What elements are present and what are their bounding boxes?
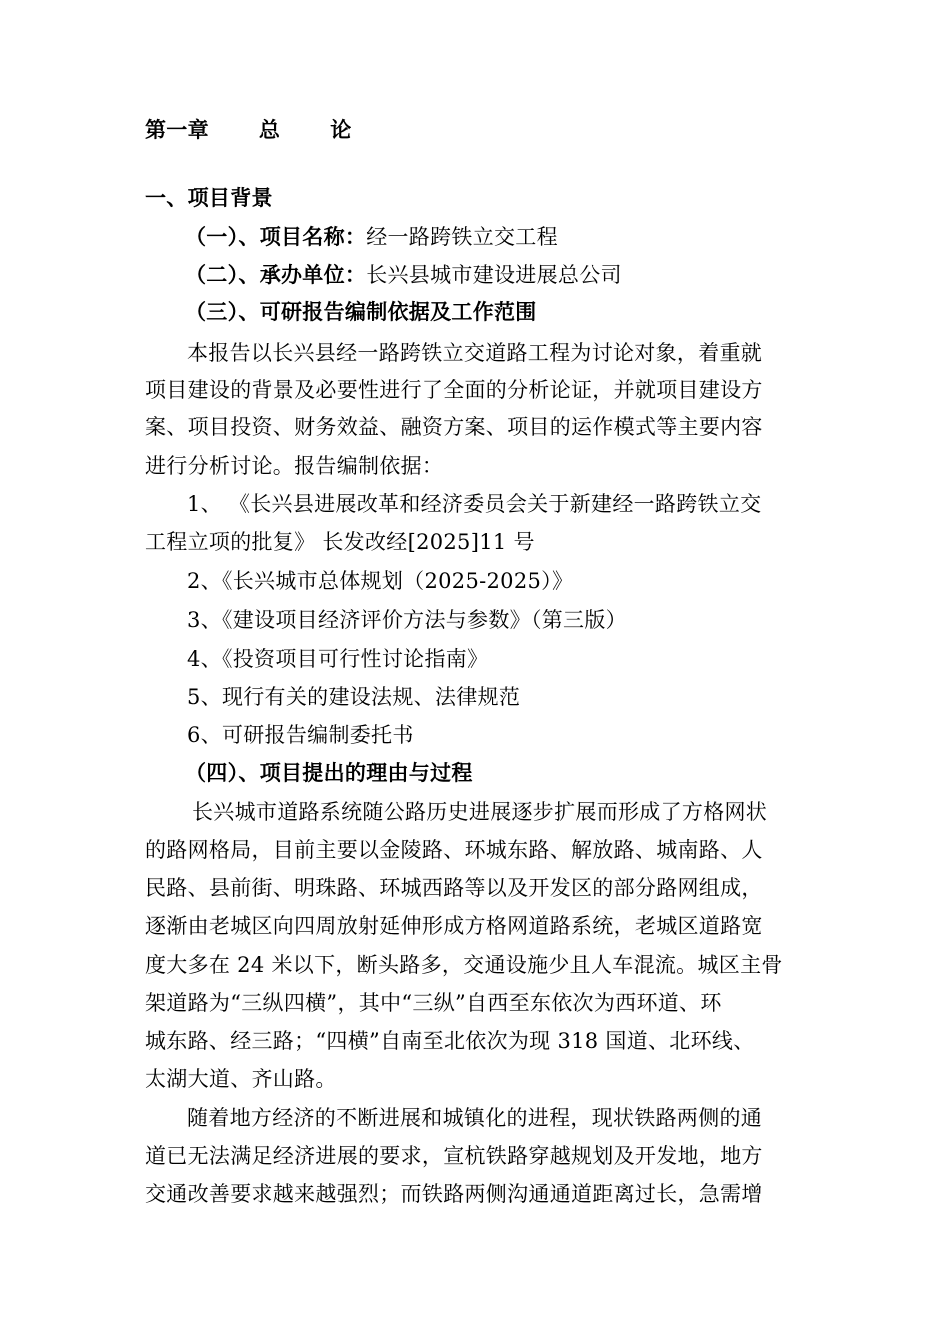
para1-line-7: 城东路、经三路；“四横”自南至北依次为现 318 国道、北环线、 [145,1029,755,1053]
organizer-value: 长兴县城市建设进展总公司 [366,263,622,287]
para2-line-1: 随着地方经济的不断进展和城镇化的进程，现状铁路两侧的通 [187,1106,763,1130]
basis-item-1-cont: 工程立项的批复》 长发改经[2025]11 号 [145,530,535,554]
para1-line-4: 逐渐由老城区向四周放射延伸形成方格网道路系统，老城区道路宽 [145,914,763,938]
para1-line-1: 长兴城市道路系统随公路历史进展逐步扩展而形成了方格网状 [192,800,768,824]
para2-line-2: 道已无法满足经济进展的要求，宣杭铁路穿越规划及开发地，地方 [145,1144,763,1168]
chapter-title [145,117,352,143]
project-name-label: （一）、项目名称： [185,224,367,249]
para1-line-2: 的路网格局，目前主要以金陵路、环城东路、解放路、城南路、人 [145,838,763,862]
intro-line-2: 项目建设的背景及必要性进行了全面的分析论证，并就项目建设方 [145,378,763,402]
basis-item-4: 4、《投资项目可行性讨论指南》 [187,647,489,671]
para1-line-3: 民路、县前街、明珠路、环城西路等以及开发区的部分路网组成， [145,876,763,900]
para1-line-6: 架道路为“三纵四横”，其中“三纵”自西至东依次为西环道、环 [145,991,722,1015]
organizer-label: （二）、承办单位： [185,262,367,287]
section-heading: 一、项目背景 [145,185,273,210]
para1-line-5: 度大多在 24 米以下，断头路多，交通设施少且人车混流。城区主骨 [145,953,783,977]
project-name-value: 经一路跨铁立交工程 [366,225,558,249]
intro-line-3: 案、项目投资、财务效益、融资方案、项目的运作模式等主要内容 [145,415,763,439]
intro-line-4: 进行分析讨论。报告编制依据： [145,454,444,478]
chapter-label: 第一章 [145,117,209,142]
para2-line-3: 交通改善要求越来越强烈；而铁路两侧沟通通道距离过长，急需增 [145,1182,763,1206]
basis-scope-heading: （三）、可研报告编制依据及工作范围 [185,299,537,324]
basis-item-2: 2、《长兴城市总体规划（2025-2025）》 [187,569,574,593]
basis-item-1: 1、 《长兴县进展改革和经济委员会关于新建经一路跨铁立交 [187,492,762,516]
chapter-title-char-2: 论 [330,117,352,142]
basis-item-3: 3、《建设项目经济评价方法与参数》（第三版） [187,608,627,632]
section-4-heading: （四）、项目提出的理由与过程 [185,760,473,785]
chapter-title-char-1: 总 [258,117,281,142]
basis-item-6: 6、可研报告编制委托书 [187,723,414,747]
intro-line-1: 本报告以长兴县经一路跨铁立交道路工程为讨论对象，着重就 [187,341,763,365]
organizer-line [185,262,622,288]
basis-item-5: 5、现行有关的建设法规、法律规范 [187,685,521,709]
para1-line-8: 太湖大道、齐山路。 [145,1067,337,1091]
project-name-line [185,224,558,250]
